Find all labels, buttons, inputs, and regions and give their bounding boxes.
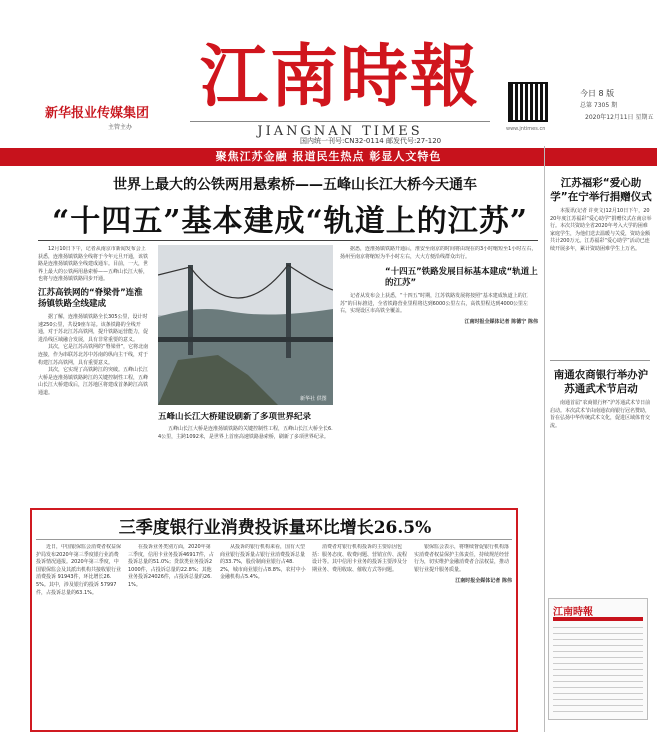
qr-code-icon bbox=[508, 82, 548, 122]
paragraph: 据悉，连淮扬镇铁路开通后，淮安至南京的时间将由现在的3小时缩短至1小时左右，扬州至南京将缩短为半小时左右，大大方便沿线群众出行。 bbox=[340, 246, 537, 260]
lead-headline: “十四五”基本建成“轨道上的江苏” bbox=[51, 204, 529, 239]
paragraph: 五峰山长江大桥是连淮扬镇铁路的关键控制性工程，五峰山长江大桥全长6.4公里，主跨1092米，是世界上首座高速铁路悬索桥，刷新了多项世界纪录。 bbox=[158, 426, 333, 440]
column-divider bbox=[544, 146, 545, 732]
box-column-5 bbox=[414, 544, 512, 728]
group-logo: 新华报业传媒集团 bbox=[45, 106, 150, 121]
paragraph: 12月10日下午，记者从南京市新闻发布会上获悉，连淮扬镇铁路全线将于今年元旦开通，该铁路是连淮扬镇铁路全线建成通车。目前，一大，世界上最大的公铁两用悬索桥——五峰山长江大桥，也将与连淮扬镇铁路同步开通。 bbox=[38, 246, 149, 283]
bridge-photo bbox=[158, 245, 333, 405]
right-story-2 bbox=[550, 368, 652, 593]
title-rule bbox=[190, 121, 490, 122]
section-heading: 五峰山长江大桥建设刷新了多项世界纪录 bbox=[158, 412, 312, 422]
byline: 江南时报全媒体记者 陈德宁 陈伟 bbox=[464, 318, 538, 325]
paragraph: 记者从发布会上获悉，“十四五”时期，江苏铁路发展将按照“基本建成轨道上的江苏”的目标推进，全省铁路营业里程将达到6000公里左右，高铁里程达到4000公里左右，实现设区市高铁全覆盖。 bbox=[340, 293, 529, 315]
featured-headline: 三季度银行业消费投诉量环比增长26.5% bbox=[118, 518, 432, 538]
box-divider bbox=[36, 539, 512, 540]
publication-codes: 国内统一刊号:CN32-0114 邮发代号:27-120 bbox=[300, 137, 442, 145]
lead-column-1 bbox=[38, 246, 150, 501]
paragraph: 其次，它实现了高铁跨江的突破。五峰山长江大桥是连淮扬镇铁路跨江的关键控制性工程，五峰山长江大桥建成后，江苏地区将建成首条跨江高铁通道。 bbox=[38, 367, 149, 396]
box-column-1 bbox=[36, 544, 122, 728]
issue-date: 2020年12月11日 星期五 bbox=[585, 114, 654, 121]
right-story-1 bbox=[550, 176, 652, 356]
mini-text-lines bbox=[553, 627, 643, 715]
page-count: 今日 8 版 bbox=[580, 89, 615, 98]
byline: 江南时报全媒体记者 陈伟 bbox=[455, 578, 512, 585]
section-heading: “十四五”铁路发展目标基本建成“轨道上的江苏” bbox=[385, 267, 538, 289]
right-headline-1: 江苏福彩“爱心助学”在宁举行捐赠仪式 bbox=[550, 177, 652, 203]
paragraph: 消费者对银行机构投诉的主要原因包括：服务态度、收费问题、营销宣传、流程设计等。其中信用卡业务的投诉主要涉及分期业务、费用收取、催收方式等问题。 bbox=[312, 544, 408, 573]
bridge-illustration bbox=[158, 245, 333, 405]
masthead bbox=[0, 0, 657, 146]
right-headline-2: 南通农商银行举办沪苏通武术节启动 bbox=[553, 369, 649, 395]
newspaper-title-english: JIANGNAN TIMES bbox=[257, 124, 423, 139]
paragraph: 在投诉业务类别方面，2020年第三季度，信用卡业务投诉46917件，占投诉总量的51.0%；贷款类业务投诉21000件，占投诉总量的22.8%；其他业务投诉24026件，占投诉总量的26.1%。 bbox=[128, 544, 214, 588]
paragraph: 近日，中国银保监会消费者权益保护局发布2020年第三季度银行业消费投诉情况通报。2020年第三季度，中国银保监会及其派出机构共接收银行业消费投诉 91943件，环比增长26.5%。其中，涉及银行的投诉 57997件，占投诉总量的63.1%。 bbox=[36, 544, 122, 596]
paragraph: 本报讯(记者 许奕文)12月10日下午，2020年度江苏福彩“爱心助学”捐赠仪式在南京举行。本次共资助全省2020年考入大学的困难家庭学生，为他们送去温暖与关爱，资助金额共计200万元。江苏福彩“爱心助学”活动已连续开展多年，累计资助困难学生上万名。 bbox=[550, 208, 652, 252]
paragraph: 从投诉的银行机构来看，国有大型商业银行投诉量占银行业消费投诉总量的33.7%，股份制商业银行占48.2%，城市商业银行占8.8%，农村中小金融机构占5.4%。 bbox=[220, 544, 306, 581]
lead-column-2 bbox=[158, 412, 333, 502]
issue-number: 总第 7305 期 bbox=[580, 102, 618, 109]
paragraph: 其次，它是江苏高铁网的“脊梁骨”，它将北南连接，作为串联苏北苏中苏南的纵向主干线，对于构建江苏高铁网，具有重要意义。 bbox=[38, 344, 149, 366]
mini-paper-logo: 江南時報 bbox=[553, 607, 593, 618]
paragraph: 据了解，连淮扬镇铁路全长305公里，设计时速250公里，共设9座车站。该条铁路的全线开通，对于苏北江苏高铁网，提升铁路运营能力，促进沿线区域融合发展，具有非常重要的意义。 bbox=[38, 313, 149, 343]
section-heading: 江苏高铁网的“脊梁骨”连淮扬镇铁路全线建成 bbox=[38, 287, 143, 309]
photo-caption: 新华社 供图 bbox=[300, 396, 327, 402]
paragraph: 银保监会表示，将继续督促银行机构落实消费者权益保护主体责任，持续规范经营行为，切实维护金融消费者合法权益，推动银行业提升服务质量。 bbox=[414, 544, 510, 573]
website-url: www.jntimes.cn bbox=[506, 126, 546, 132]
lead-subheadline: 世界上最大的公铁两用悬索桥——五峰山长江大桥今天通车 bbox=[113, 177, 477, 193]
box-column-4 bbox=[312, 544, 408, 728]
slogan-text: 聚焦江苏金融 报道民生热点 彰显人文特色 bbox=[215, 150, 442, 163]
newspaper-title: 江南時報 bbox=[199, 37, 480, 117]
paragraph: 南通首届“农商银行杯”沪苏通武术节日前启动。本次武术节由南通农商银行冠名赞助，旨在弘扬中华传统武术文化，促进区域体育交流。 bbox=[550, 400, 651, 429]
lead-column-3 bbox=[340, 246, 538, 501]
right-divider bbox=[550, 360, 650, 361]
box-column-3 bbox=[220, 544, 306, 728]
headline-divider bbox=[38, 240, 538, 241]
box-column-2 bbox=[128, 544, 214, 728]
group-subtitle: 主管主办 bbox=[108, 124, 133, 131]
